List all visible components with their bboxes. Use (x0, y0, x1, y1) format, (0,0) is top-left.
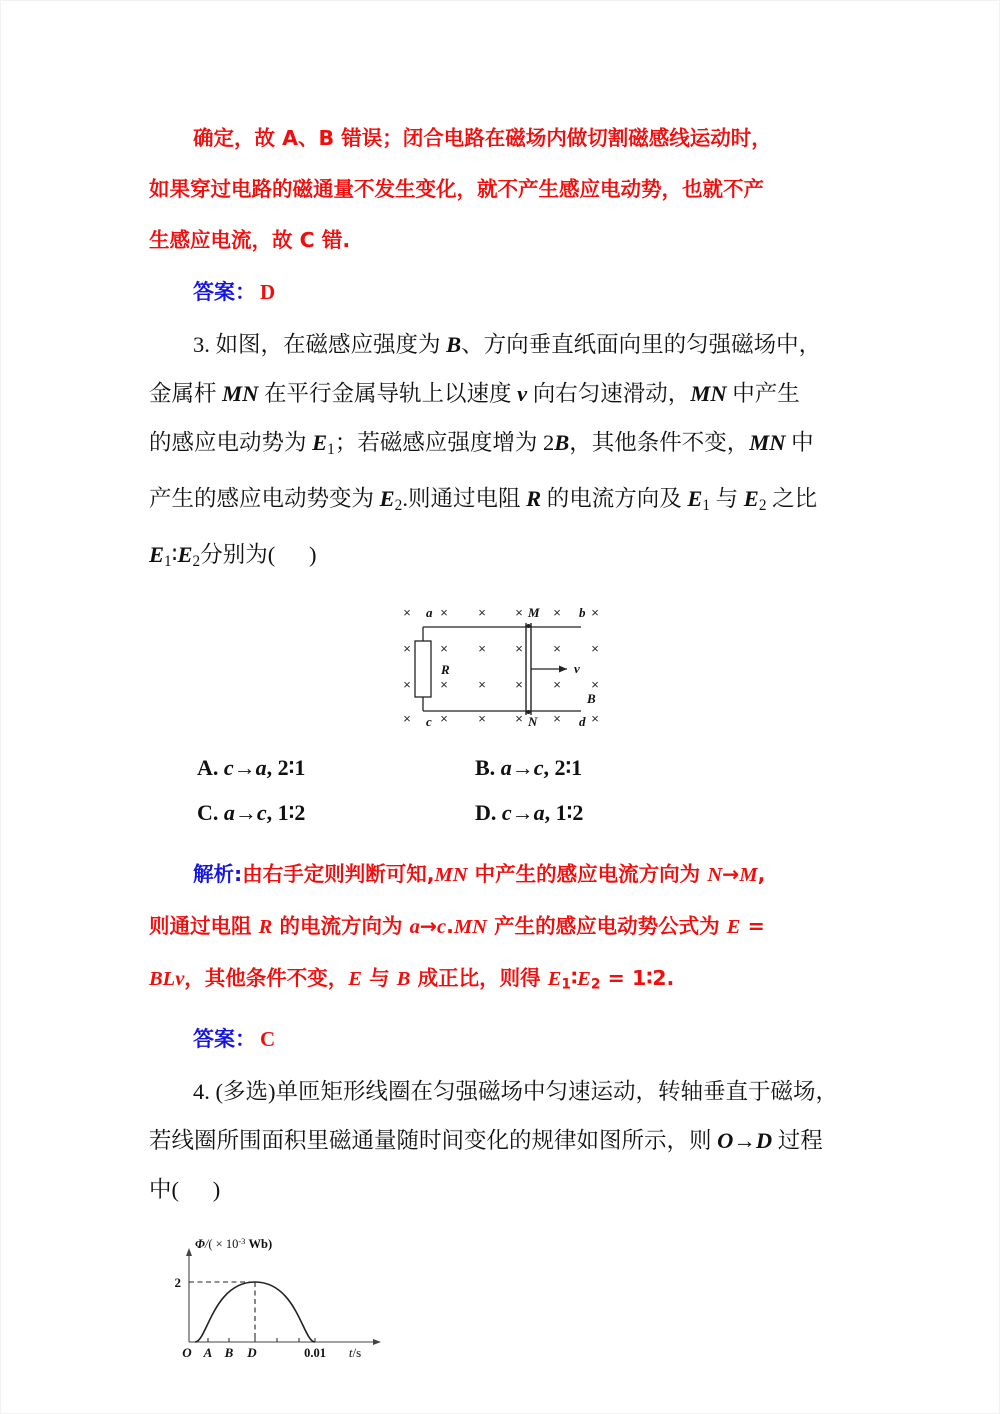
svg-text:×: × (553, 711, 561, 727)
question-3-line-1: 3. 如图，在磁感应强度为 B、方向垂直纸面向里的匀强磁场中， (193, 332, 822, 357)
chart-y-tick-2: 2 (174, 1274, 181, 1290)
flux-time-chart (159, 1230, 399, 1362)
analysis-q2-line-1: 确定，故 A、B 错误；闭合电路在磁场内做切割磁感线运动时， (193, 126, 772, 150)
chart-x-tick-0.01: 0.01 (304, 1345, 326, 1360)
analysis-q3-line-1: 解析:由右手定则判断可知,MN 中产生的感应电流方向为 N→M, (193, 862, 766, 887)
rail-circuit-diagram (389, 595, 621, 735)
svg-text:×: × (403, 677, 411, 693)
question-3-options (149, 745, 861, 835)
chart-x-tick-B: B (224, 1344, 234, 1360)
svg-text:×: × (440, 605, 448, 621)
analysis-q2-tail (149, 113, 861, 266)
svg-text:×: × (553, 641, 561, 657)
svg-text:×: × (591, 605, 599, 621)
svg-text:×: × (440, 711, 448, 727)
option-B-ratio: 2∶1 (554, 755, 583, 781)
resistor-label-R: R (441, 662, 450, 678)
question-4-line-3: 中( ) (149, 1176, 221, 1202)
analysis-q3-head: 解析: (193, 862, 243, 887)
option-C-key: C. (197, 800, 219, 826)
answer-q3-label: 答案： (193, 1026, 256, 1051)
answer-q2-value: D (260, 280, 276, 304)
svg-text:×: × (478, 605, 486, 621)
option-row-CD (197, 790, 861, 835)
question-3-line-4: 产生的感应电动势变为 $E_2$.则通过电阻 R 的电流方向及 $E_1$ 与 $E_2$ 之比 (149, 485, 818, 514)
analysis-q3-line-2: 则通过电阻 R 的电流方向为 a→c.MN 产生的感应电动势公式为 E = (149, 914, 765, 939)
chart-x-tick-A: A (203, 1344, 213, 1360)
svg-text:×: × (440, 677, 448, 693)
svg-text:×: × (515, 711, 523, 727)
chart-peak-guides (189, 1282, 255, 1342)
answer-q2-label: 答案： (193, 280, 256, 304)
option-D-key: D. (475, 800, 497, 826)
svg-text:×: × (591, 677, 599, 693)
answer-q3 (149, 1017, 861, 1061)
svg-text:×: × (440, 641, 448, 657)
option-C[interactable]: C. a→c, 1∶2 (197, 800, 306, 826)
chart-x-tick-O: O (182, 1344, 192, 1360)
option-A-ratio: 2∶1 (277, 755, 306, 781)
option-C-ratio: 1∶2 (277, 800, 306, 826)
option-B[interactable]: B. a→c, 2∶1 (475, 755, 583, 781)
analysis-q2-line-3: 生感应电流，故 C 错. (149, 228, 351, 252)
option-A-direction: c→a (223, 755, 267, 781)
question-3-line-5: $E_1∶E_2$分别为( ) (149, 541, 317, 570)
question-4-line-2: 若线圈所围面积里磁通量随时间变化的规律如图所示，则 O→D 过程 (149, 1127, 823, 1153)
node-label-d: d (579, 714, 586, 730)
page-content (149, 113, 861, 1362)
magnetic-field-cross-icon-group (403, 605, 599, 726)
velocity-label-v: v (574, 661, 580, 677)
svg-text:×: × (515, 605, 523, 621)
option-A-key: A. (197, 755, 219, 781)
rod-top-contact (527, 624, 531, 628)
option-A[interactable]: A. c→a, 2∶1 (197, 755, 306, 781)
question-4-line-1: 4. (多选)单匝矩形线圈在匀强磁场中匀速运动，转轴垂直于磁场， (193, 1078, 838, 1104)
svg-text:×: × (403, 641, 411, 657)
y-axis-arrow-head (186, 1248, 192, 1256)
chart-y-axis-label: $\Phi/( \times 10^{-3}$ Wb) (195, 1235, 273, 1251)
velocity-arrow (531, 666, 567, 673)
option-D[interactable]: D. c→a, 1∶2 (475, 800, 584, 826)
option-D-ratio: 1∶2 (555, 800, 584, 826)
svg-text:×: × (478, 641, 486, 657)
answer-q3-value: C (260, 1026, 276, 1051)
node-label-M: M (528, 605, 540, 621)
metal-rod-MN (526, 623, 531, 715)
field-label-B: B (587, 691, 596, 707)
question-3-line-2: 金属杆 MN 在平行金属导轨上以速度 v 向右匀速滑动，MN 中产生 (149, 381, 800, 406)
chart-x-ticks (208, 1338, 315, 1342)
option-C-direction: a→c (223, 800, 267, 826)
svg-text:×: × (553, 677, 561, 693)
chart-x-tick-D: D (247, 1344, 257, 1360)
option-D-direction: c→a (501, 800, 545, 826)
answer-q2 (149, 270, 861, 314)
svg-text:×: × (478, 677, 486, 693)
svg-text:×: × (591, 711, 599, 727)
svg-text:×: × (403, 605, 411, 621)
figure-rail-circuit-wrap (149, 595, 861, 735)
question-3-body (149, 320, 861, 585)
option-B-key: B. (475, 755, 496, 781)
node-label-N: N (528, 714, 538, 730)
x-axis-arrow-head (373, 1339, 381, 1345)
node-label-b: b (579, 605, 586, 621)
chart-axes (189, 1252, 377, 1342)
svg-text:×: × (591, 641, 599, 657)
option-row-AB (197, 745, 861, 790)
node-label-a: a (426, 605, 433, 621)
analysis-q2-line-2: 如果穿过电路的磁通量不发生变化，就不产生感应电动势，也就不产 (149, 177, 764, 201)
option-B-direction: a→c (500, 755, 544, 781)
figure-flux-time-wrap (149, 1230, 861, 1362)
node-label-c: c (426, 714, 432, 730)
svg-text:×: × (553, 605, 561, 621)
svg-text:×: × (478, 711, 486, 727)
resistor-R (415, 641, 431, 697)
svg-text:×: × (515, 677, 523, 693)
svg-text:×: × (403, 711, 411, 727)
svg-text:×: × (515, 641, 523, 657)
analysis-q3-line-3: BLv，其他条件不变，E 与 B 成正比，则得 $E_1∶E_2$ = 1∶2. (149, 966, 675, 993)
chart-x-axis-label: t/s (348, 1344, 362, 1360)
question-3-line-3: 的感应电动势为 $E_1$；若磁感应强度增为 2B，其他条件不变，MN 中 (149, 430, 814, 458)
analysis-q3 (149, 849, 861, 1010)
question-4-body (149, 1067, 861, 1214)
